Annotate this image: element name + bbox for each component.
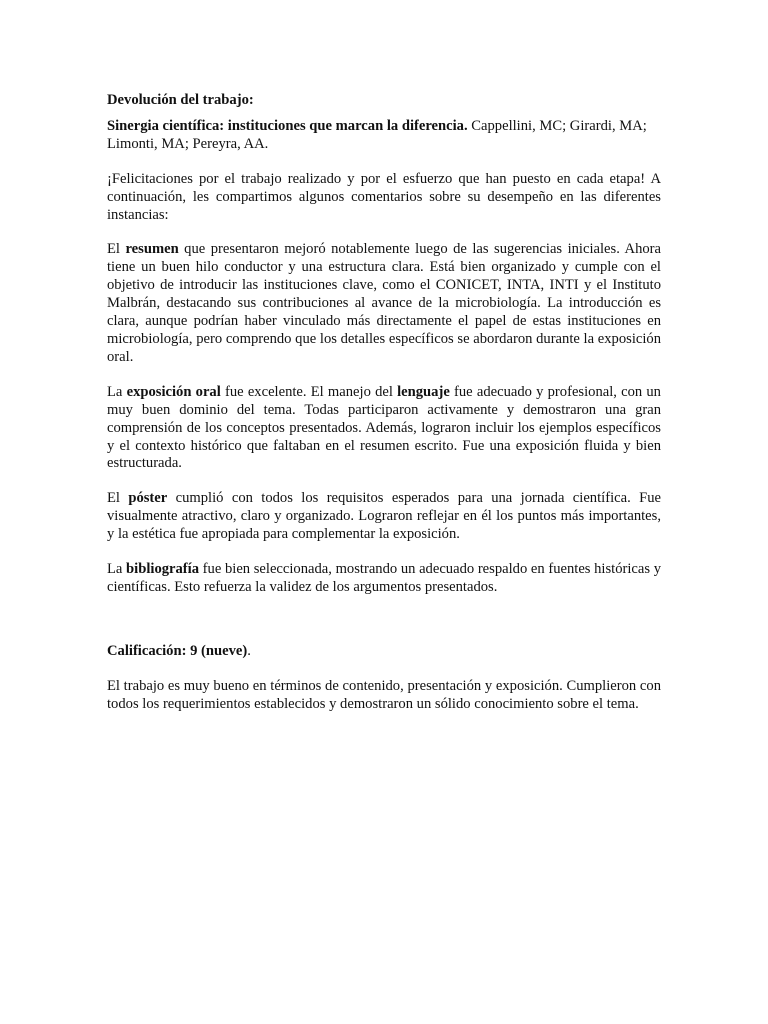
poster-paragraph bbox=[107, 490, 661, 544]
resumen-paragraph bbox=[107, 241, 661, 366]
calificacion-period: . bbox=[247, 642, 251, 659]
resumen-text: que presentaron mejoró notablemente luego de las sugerencias iniciales. Ahora tiene un buen hilo conductor y una estructura clara. Está bien organizado y cumple con el objetivo de introducir las instituciones clave, como el CONICET, INTA, INTI y el Instituto Malbrán, destacando sus contribuciones al avance de la microbiología. La introducción es clara, aunque podrían haber vinculado más directamente el papel de estas instituciones en microbiología, pero comprendo que los detalles específicos se abordaron durante la exposición oral. bbox=[107, 241, 661, 365]
bibliografia-prefix: La bbox=[107, 561, 127, 578]
exposicion-text: fue adecuado y profesional, con un muy buen dominio del tema. Todas participaron activamente y demostraron una gran comprensión de los conceptos presentados. Además, lograron incluir los ejemplos específicos y el contexto histórico que faltaban en el resumen escrito. Fue una exposición fluida y bien estructurada. bbox=[107, 383, 661, 472]
exposicion-mid: fue excelente. El manejo del bbox=[220, 383, 398, 400]
document-page bbox=[107, 92, 661, 731]
calificacion-line bbox=[107, 643, 661, 661]
poster-prefix: El bbox=[107, 490, 129, 507]
resumen-keyword: resumen bbox=[125, 241, 179, 258]
poster-keyword: póster bbox=[128, 490, 168, 507]
bibliografia-text: fue bien seleccionada, mostrando un adecuado respaldo en fuentes históricas y científicas. Esto refuerza la validez de los argumentos presentados. bbox=[107, 561, 662, 595]
exposicion-paragraph bbox=[107, 384, 661, 474]
calificacion-grade: Calificación: 9 (nueve) bbox=[107, 642, 248, 659]
bibliografia-paragraph bbox=[107, 561, 661, 597]
closing-paragraph: El trabajo es muy bueno en términos de contenido, presentación y exposición. Cumplieron con todos los requerimientos establecidos y demostraron un sólido conocimiento sobre el tema. bbox=[107, 677, 661, 712]
work-title-line bbox=[107, 118, 661, 154]
intro-paragraph: ¡Felicitaciones por el trabajo realizado y por el esfuerzo que han puesto en cada etapa! A continuación, les compartimos algunos comentarios sobre su desempeño en las diferentes instancias: bbox=[107, 170, 661, 223]
document-heading: Devolución del trabajo: bbox=[107, 92, 254, 108]
exposicion-prefix: La bbox=[107, 383, 127, 400]
poster-text: cumplió con todos los requisitos esperados para una jornada científica. Fue visualmente atractivo, claro y organizado. Lograron reflejar en él los puntos más importantes, y la estética fue apropiada para complementar la exposición. bbox=[107, 490, 661, 543]
resumen-prefix: El bbox=[107, 241, 126, 258]
work-authors: Cappellini, MC; Girardi, MA; Limonti, MA; Pereyra, AA. bbox=[107, 117, 647, 152]
work-title: Sinergia científica: instituciones que marcan la diferencia. bbox=[107, 117, 468, 134]
bibliografia-keyword: bibliografía bbox=[126, 561, 200, 578]
exposicion-keyword: exposición oral bbox=[126, 383, 221, 400]
lenguaje-keyword: lenguaje bbox=[397, 383, 450, 400]
